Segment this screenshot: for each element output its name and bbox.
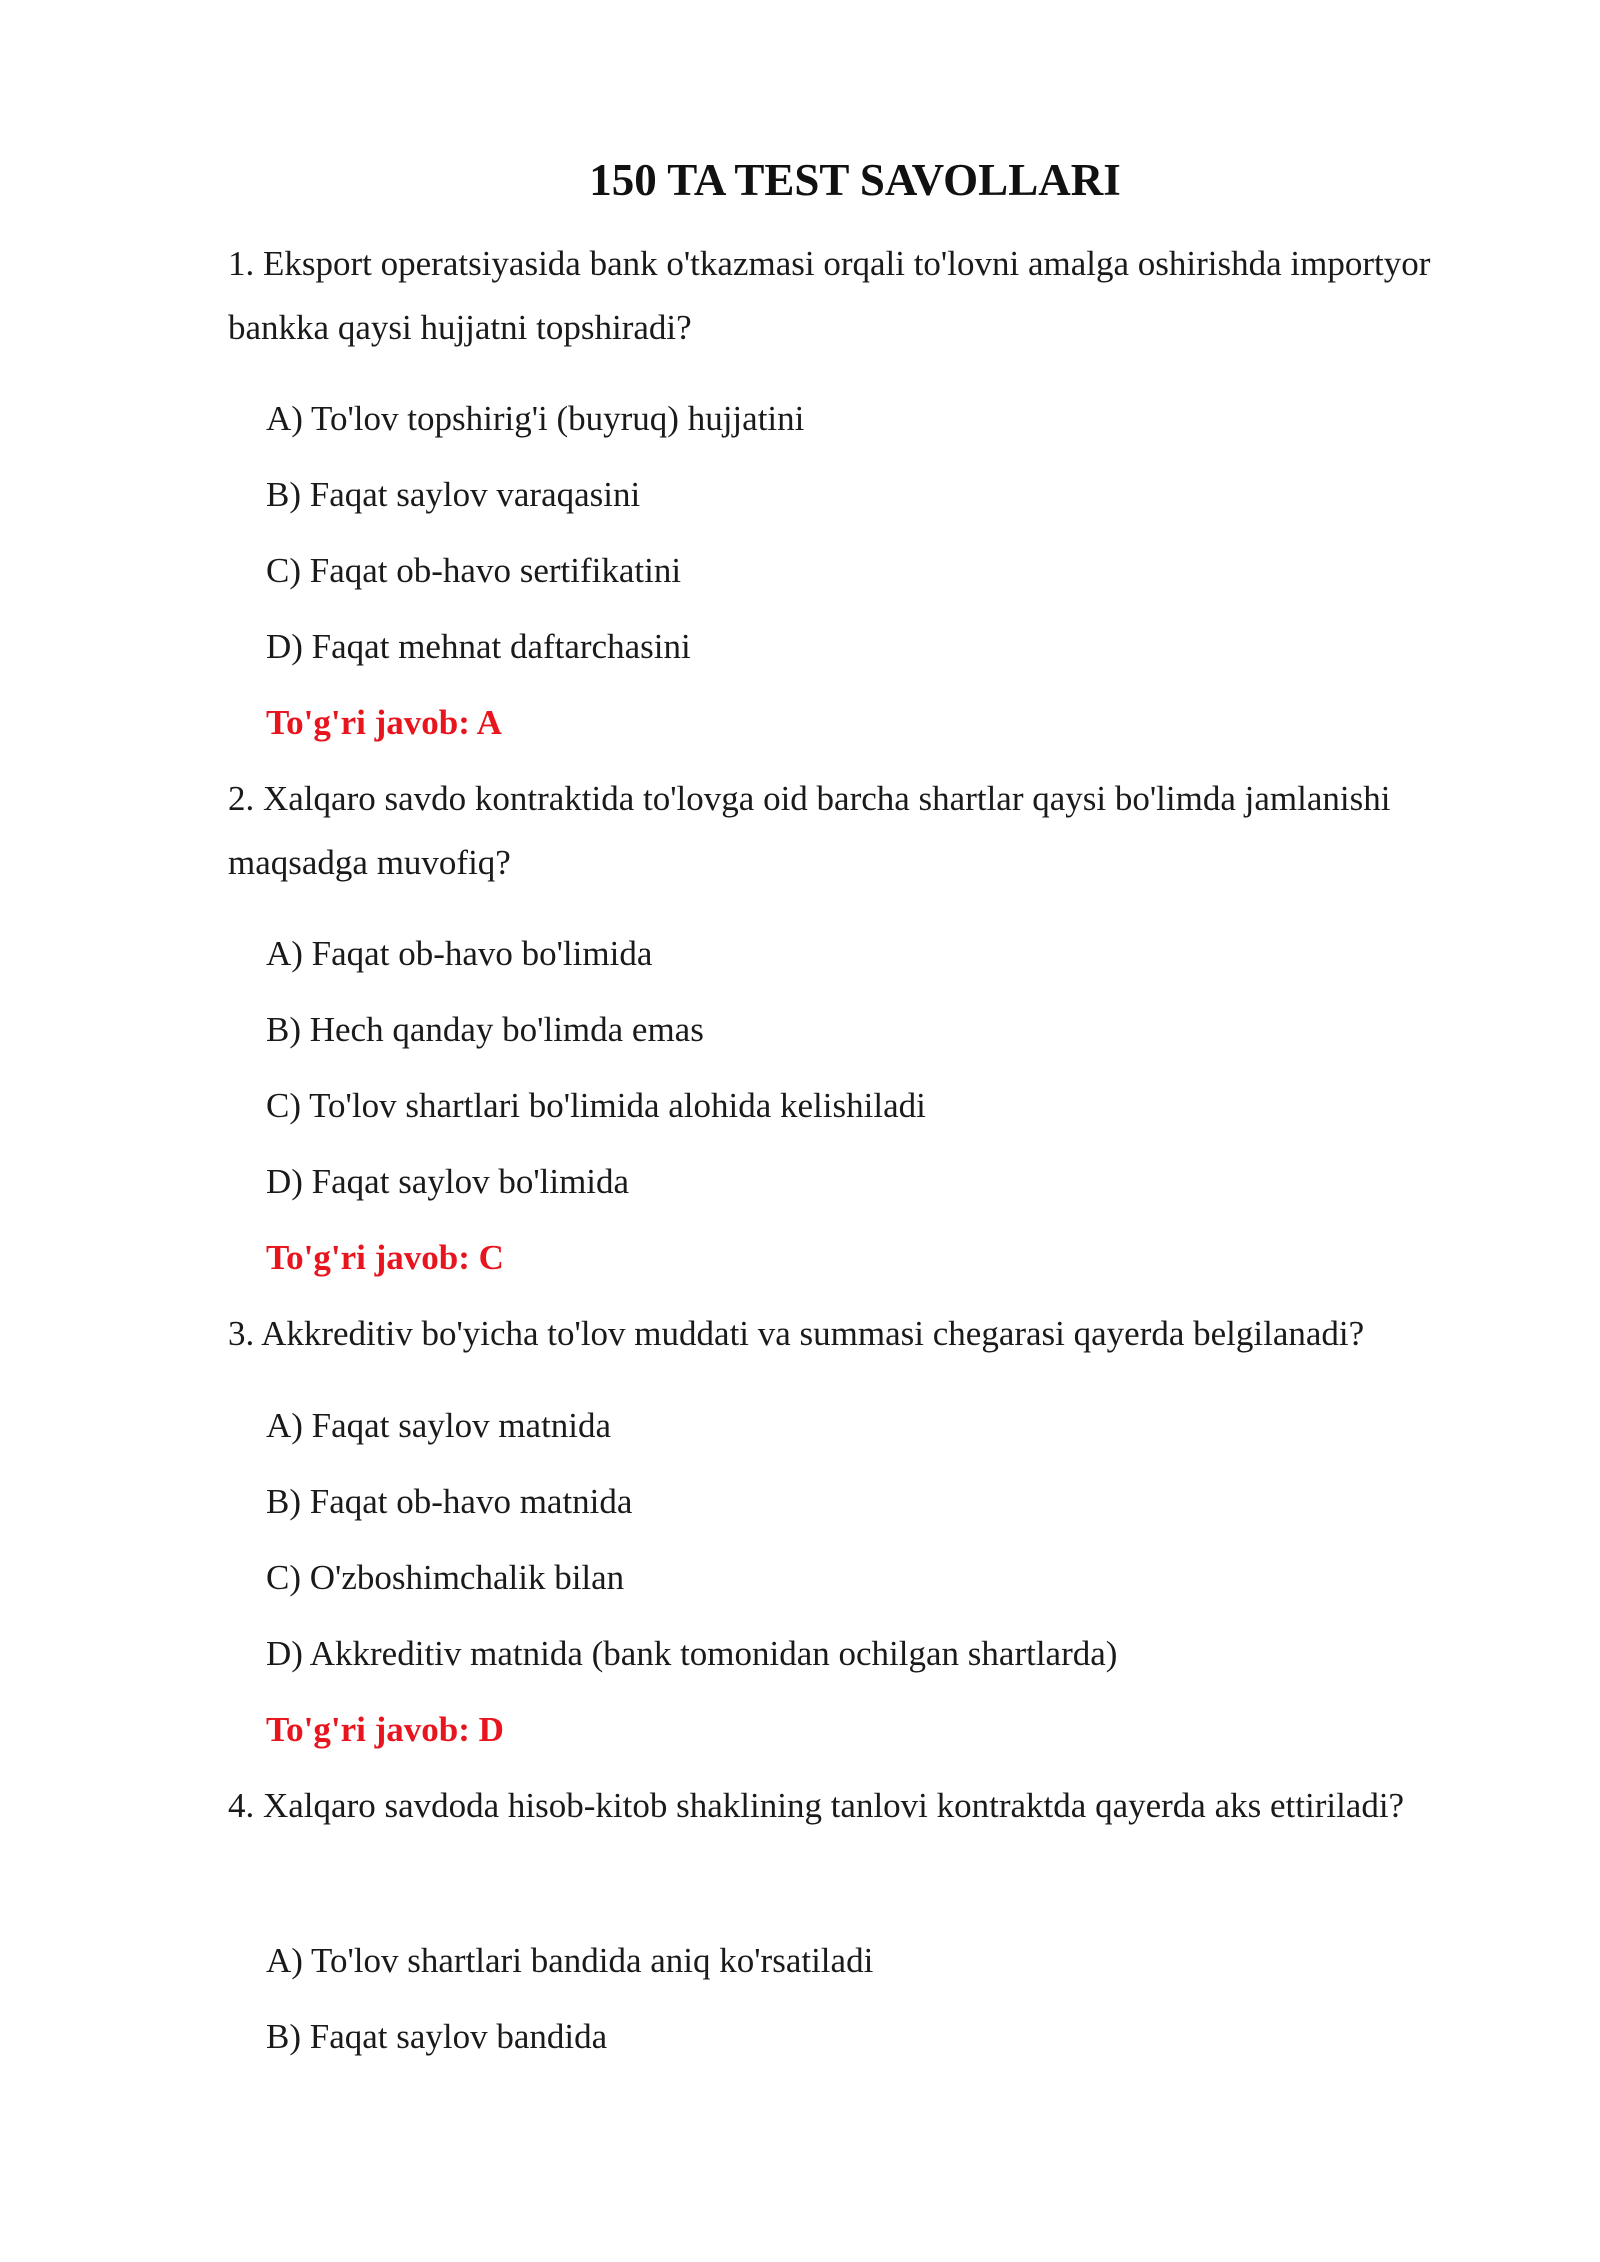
question-2-option-d: D) Faqat saylov bo'limida (266, 1162, 630, 1201)
question-2-text: 2. Xalqaro savdo kontraktida to'lovga oid barcha shartlar qaysi bo'limda jamlanishi maqsadga muvofiq? (228, 779, 1391, 882)
question-4-text: 4. Xalqaro savdoda hisob-kitob shaklining tanlovi kontraktda qayerda aks ettiriladi? (228, 1786, 1405, 1825)
question-3-option-d: D) Akkreditiv matnida (bank tomonidan ochilgan shartlarda) (266, 1634, 1118, 1673)
question-2-option-a: A) Faqat ob-havo bo'limida (266, 934, 653, 973)
question-2-option-c: C) To'lov shartlari bo'limida alohida kelishiladi (266, 1086, 926, 1125)
question-1-option-b: B) Faqat saylov varaqasini (266, 475, 641, 514)
question-3-option-a: A) Faqat saylov matnida (266, 1406, 612, 1445)
question-1-text: 1. Eksport operatsiyasida bank o'tkazmasi orqali to'lovni amalga oshirishda importyor bankka qaysi hujjatni topshiradi? (228, 244, 1431, 347)
question-3-text: 3. Akkreditiv bo'yicha to'lov muddati va summasi chegarasi qayerda belgilanadi? (228, 1314, 1365, 1353)
question-4-option-a: A) To'lov shartlari bandida aniq ko'rsatiladi (266, 1941, 874, 1980)
question-1-option-c: C) Faqat ob-havo sertifikatini (266, 551, 682, 590)
question-3-option-b: B) Faqat ob-havo matnida (266, 1482, 633, 1521)
question-1-answer: To'g'ri javob: A (266, 703, 502, 742)
question-3-option-c: C) O'zboshimchalik bilan (266, 1558, 625, 1597)
question-2-option-b: B) Hech qanday bo'limda emas (266, 1010, 704, 1049)
question-1-option-a: A) To'lov topshirig'i (buyruq) hujjatini (266, 399, 805, 438)
question-2-answer: To'g'ri javob: C (266, 1238, 504, 1277)
question-3-answer: To'g'ri javob: D (266, 1710, 504, 1749)
question-4-option-b: B) Faqat saylov bandida (266, 2017, 608, 2056)
question-1-option-d: D) Faqat mehnat daftarchasini (266, 627, 691, 666)
page-title: 150 TA TEST SAVOLLARI (589, 155, 1121, 205)
